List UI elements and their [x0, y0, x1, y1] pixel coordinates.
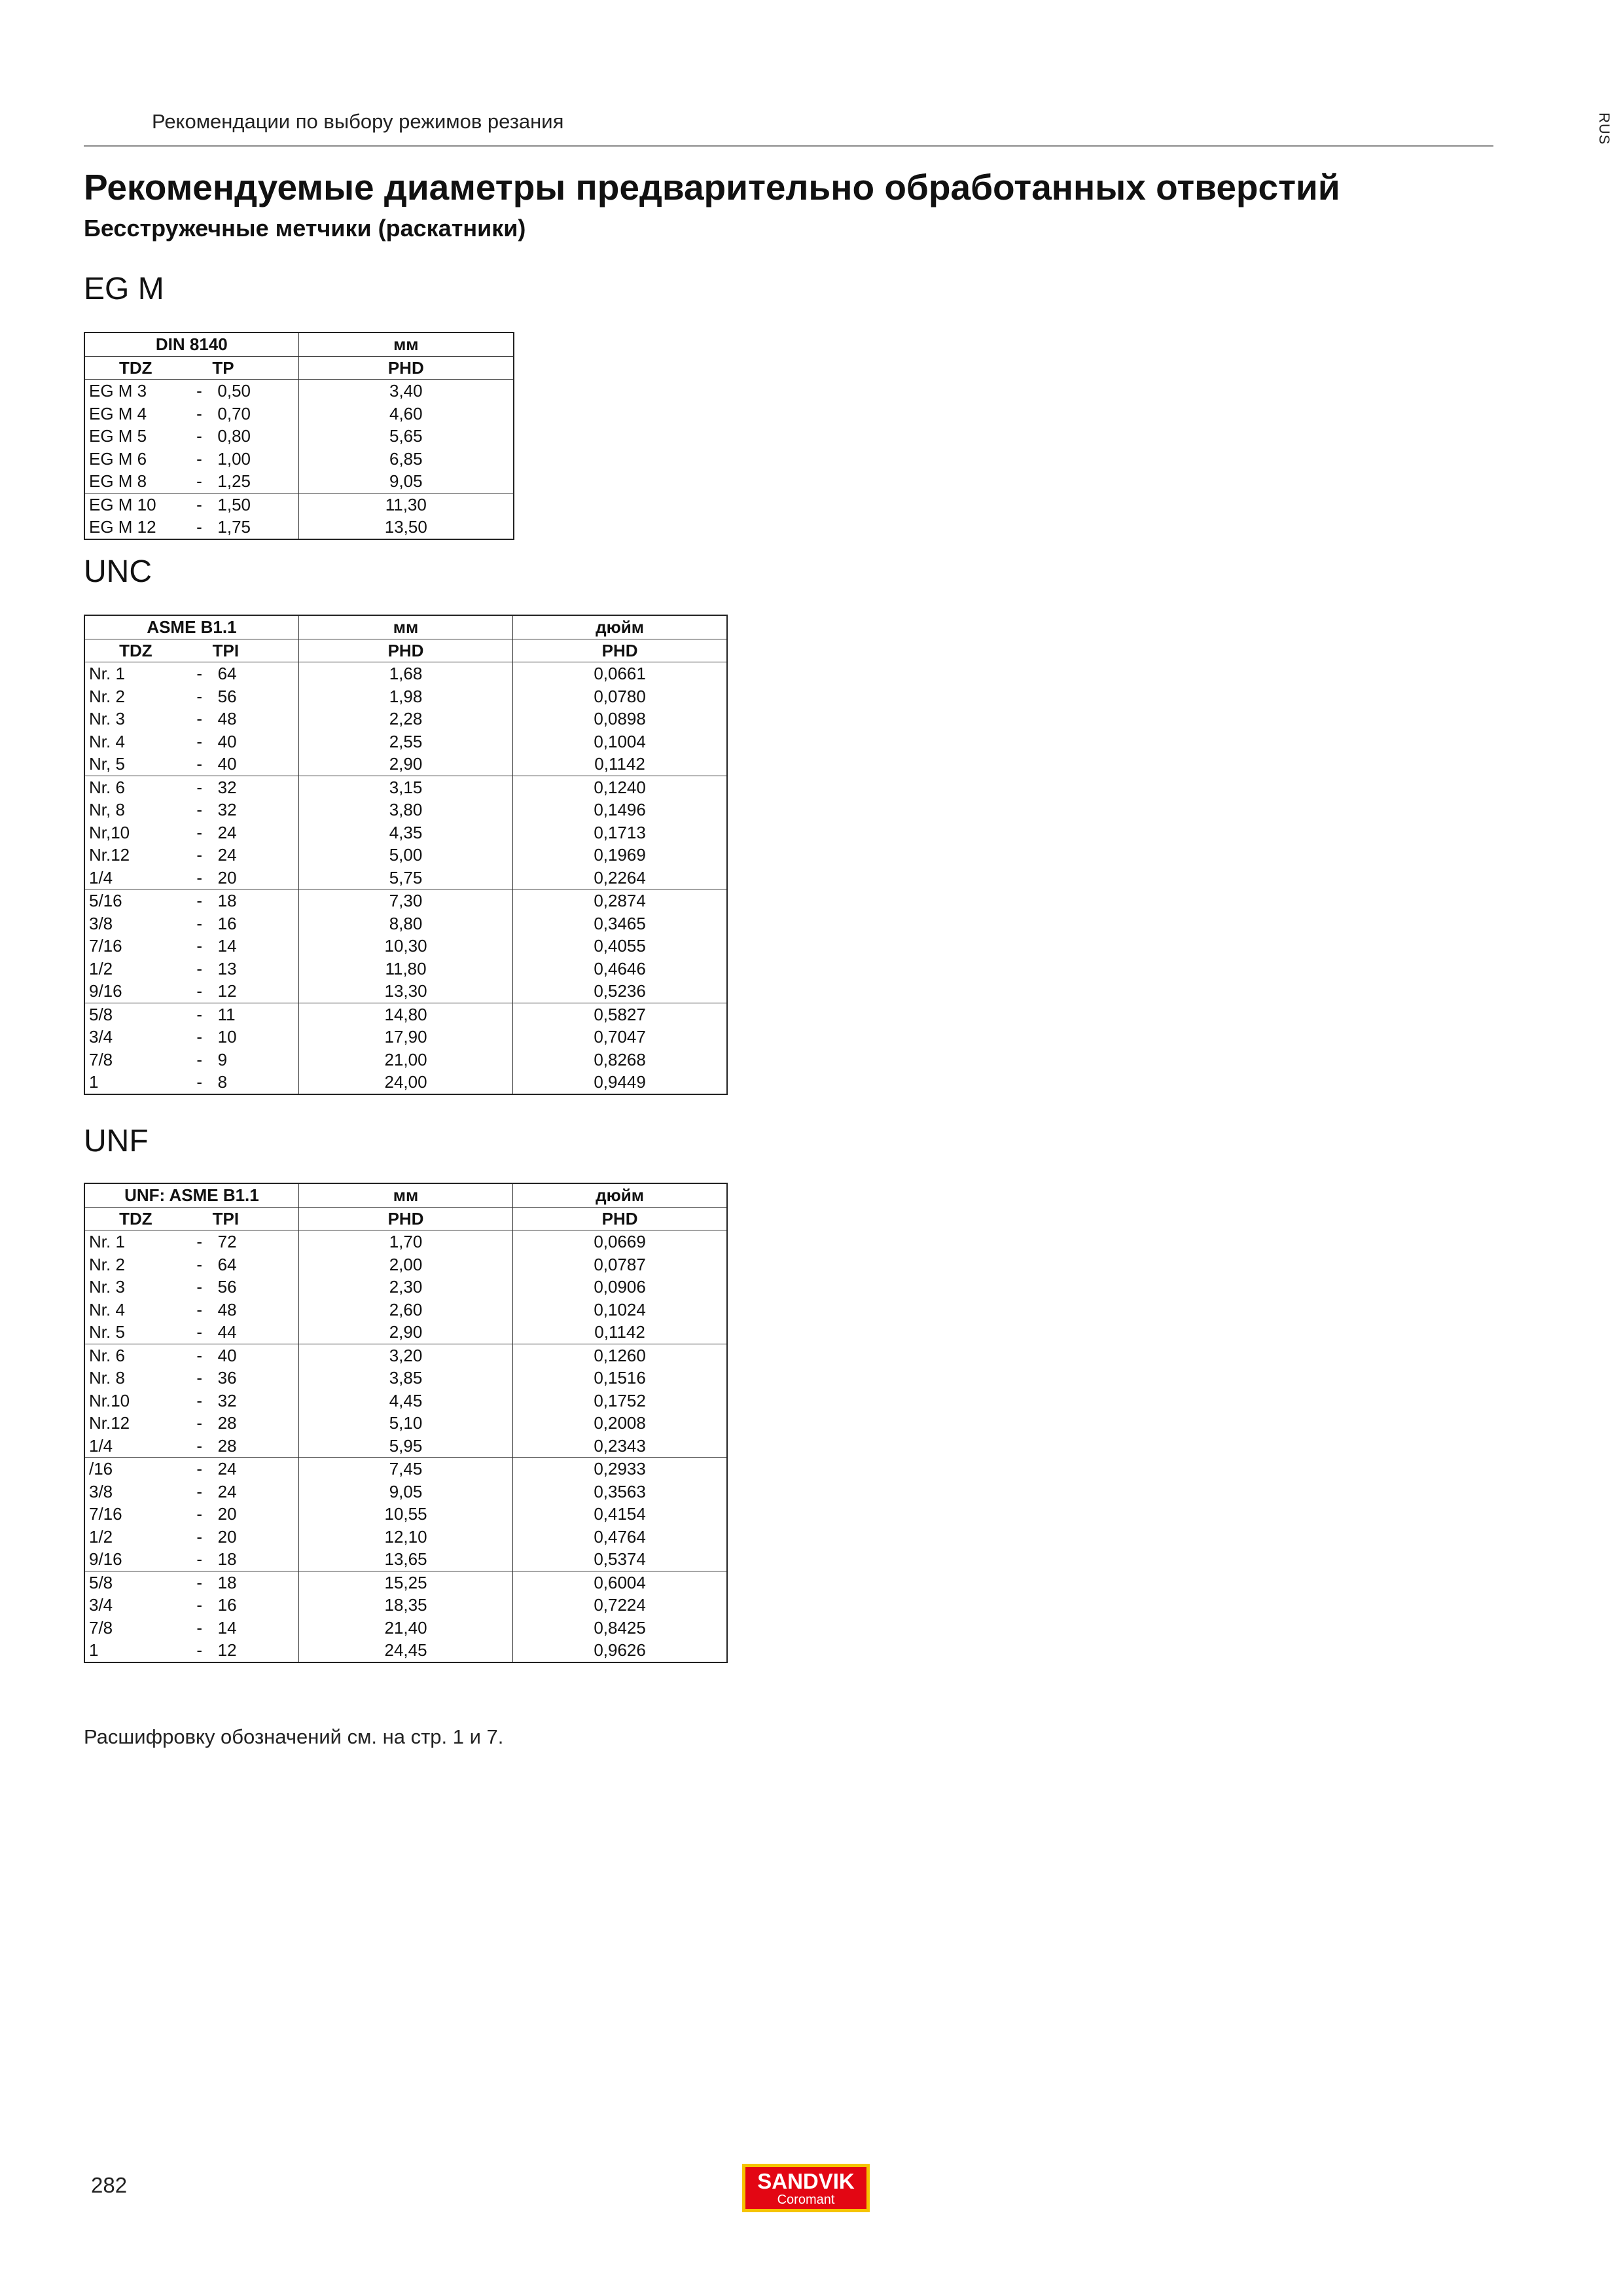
table-row	[84, 403, 514, 425]
svg-text:SANDVIK: SANDVIK	[757, 2169, 855, 2193]
cell-dash: -	[196, 1595, 203, 1615]
cell-dash: -	[196, 1435, 203, 1456]
cell-tp: 1,00	[212, 448, 298, 471]
cell-tdz: Nr. 4	[89, 731, 125, 751]
cell-dash: -	[196, 471, 202, 491]
cell-dash: -	[187, 889, 213, 912]
cell-tpi: 9	[213, 1049, 299, 1071]
table-row	[84, 889, 727, 912]
cell-tdz: EG M 3	[89, 381, 147, 401]
egm-unit-mm-header: мм	[298, 332, 514, 356]
page-title: Рекомендуемые диаметры предварительно обработанных отверстий	[84, 167, 1340, 207]
cell-tdz: Nr. 3	[89, 709, 125, 728]
unc-col-tpi: TPI	[213, 639, 299, 662]
cell-phd-inch: 0,1024	[594, 1299, 646, 1319]
cell-phd-inch: 0,0898	[594, 709, 646, 728]
cell-dash: -	[196, 981, 203, 1001]
cell-tdz: 1	[89, 1072, 99, 1092]
cell-tdz: 1/2	[89, 958, 113, 978]
egm-standard-header: DIN 8140	[84, 332, 298, 356]
cell-tdz: EG M 8	[89, 471, 147, 491]
cell-dash: -	[196, 822, 203, 842]
cell-tdz: 3/4	[89, 1595, 113, 1615]
table-row	[84, 685, 727, 708]
cell-tpi: 20	[213, 1503, 299, 1526]
cell-tdz: 1/2	[89, 1526, 113, 1547]
cell-dash: -	[196, 1027, 203, 1047]
page-number: 282	[91, 2173, 128, 2197]
unf-unit-inch-header: дюйм	[513, 1183, 727, 1207]
cell-phd-inch: 0,1969	[594, 845, 646, 865]
cell-phd-mm: 5,75	[298, 867, 512, 889]
cell-dash: -	[196, 1413, 203, 1433]
unf-col-phd-mm: PHD	[298, 1207, 512, 1230]
cell-phd-inch: 0,8268	[594, 1049, 646, 1069]
table-row	[84, 980, 727, 1003]
cell-phd-inch: 0,1142	[594, 754, 645, 774]
cell-phd-mm: 2,28	[298, 708, 512, 730]
cell-tpi: 32	[213, 1390, 299, 1412]
table-row	[84, 662, 727, 685]
unf-table	[84, 1183, 728, 1663]
cell-tpi: 16	[213, 1594, 299, 1617]
cell-phd-mm: 18,35	[298, 1594, 512, 1617]
cell-dash: -	[187, 493, 213, 516]
cell-phd-inch: 0,1240	[513, 776, 727, 798]
cell-tdz: 1	[89, 1640, 99, 1660]
cell-dash: -	[196, 936, 203, 956]
egm-col-phd: PHD	[298, 356, 514, 380]
cell-tdz: Nr. 3	[89, 1277, 125, 1297]
cell-phd-inch: 0,1004	[594, 731, 646, 751]
cell-dash: -	[187, 1344, 213, 1367]
cell-tdz: 7/16	[89, 936, 122, 956]
footnote: Расшифровку обозначений см. на стр. 1 и 7.	[84, 1725, 504, 1748]
unc-table	[84, 615, 728, 1095]
table-row	[84, 912, 727, 935]
table-row	[84, 1571, 727, 1594]
cell-phd-mm: 9,05	[298, 1480, 512, 1503]
cell-tdz: /16	[84, 1458, 187, 1480]
section-heading-egm: EG M	[84, 272, 164, 306]
cell-phd-inch: 0,4764	[594, 1526, 646, 1547]
cell-phd-inch: 0,0906	[594, 1277, 646, 1297]
cell-dash: -	[196, 1254, 203, 1274]
cell-tpi: 18	[213, 889, 299, 912]
cell-phd-mm: 3,85	[298, 1367, 512, 1390]
cell-phd-inch: 0,8425	[594, 1617, 646, 1638]
cell-phd-mm: 24,45	[298, 1639, 512, 1662]
cell-phd: 6,85	[389, 448, 423, 469]
cell-phd-mm: 5,95	[298, 1435, 512, 1458]
cell-tpi: 24	[213, 821, 299, 844]
unc-standard-header: ASME B1.1	[84, 615, 298, 639]
cell-phd: 3,40	[389, 381, 423, 401]
cell-dash: -	[196, 1504, 203, 1524]
table-row	[84, 448, 514, 471]
cell-phd-mm: 11,80	[298, 958, 512, 980]
table-row	[84, 708, 727, 730]
unf-col-tdz: TDZ	[84, 1207, 187, 1230]
cell-tdz: Nr. 1	[89, 1232, 125, 1251]
cell-phd-inch: 0,2008	[594, 1413, 646, 1433]
cell-dash: -	[196, 845, 203, 865]
egm-col-tdz: TDZ	[84, 356, 187, 380]
table-row	[84, 1321, 727, 1344]
cell-phd-inch: 0,7224	[594, 1595, 646, 1615]
cell-phd-inch: 0,9449	[594, 1072, 646, 1092]
cell-phd-inch: 0,1516	[594, 1368, 646, 1388]
table-row	[84, 753, 727, 776]
cell-dash: -	[196, 664, 203, 683]
cell-dash: -	[196, 1277, 203, 1297]
header-divider	[84, 145, 1493, 147]
cell-tdz: 5/16	[84, 889, 187, 912]
cell-tpi: 13	[213, 958, 299, 980]
cell-dash: -	[196, 517, 202, 537]
cell-phd-mm: 17,90	[298, 1026, 512, 1049]
cell-dash: -	[196, 1072, 203, 1092]
cell-tpi: 48	[213, 708, 299, 730]
cell-tpi: 40	[213, 753, 299, 776]
cell-tpi: 56	[213, 1276, 299, 1299]
cell-tpi: 64	[213, 662, 299, 685]
cell-tdz: EG M 5	[89, 426, 147, 446]
cell-tdz: Nr, 8	[89, 800, 125, 819]
cell-phd-mm: 1,68	[298, 662, 512, 685]
cell-phd-inch: 0,2874	[513, 889, 727, 912]
cell-tpi: 10	[213, 1026, 299, 1049]
cell-phd-mm: 2,90	[298, 753, 512, 776]
table-row	[84, 1253, 727, 1276]
table-row	[84, 1617, 727, 1640]
cell-phd-inch: 0,0669	[594, 1232, 646, 1251]
cell-tdz: Nr. 5	[89, 1322, 125, 1342]
cell-tdz: EG M 10	[84, 493, 187, 516]
table-row	[84, 493, 514, 516]
cell-tpi: 12	[213, 1639, 299, 1662]
cell-tpi: 64	[213, 1253, 299, 1276]
table-row	[84, 1276, 727, 1299]
cell-dash: -	[187, 1571, 213, 1594]
cell-phd-inch: 0,7047	[594, 1027, 646, 1047]
cell-phd-inch: 0,5236	[594, 981, 646, 1001]
table-row	[84, 1435, 727, 1458]
cell-tdz: 7/8	[89, 1617, 113, 1638]
cell-tpi: 16	[213, 912, 299, 935]
cell-dash: -	[196, 1549, 203, 1569]
cell-tpi: 40	[213, 730, 299, 753]
cell-tpi: 20	[213, 867, 299, 889]
table-row	[84, 1367, 727, 1390]
cell-dash: -	[196, 426, 202, 446]
unf-col-tpi: TPI	[213, 1207, 299, 1230]
cell-phd-mm: 3,80	[298, 798, 512, 821]
cell-phd-mm: 15,25	[298, 1571, 512, 1594]
cell-dash: -	[196, 381, 202, 401]
cell-phd-mm: 10,30	[298, 935, 512, 958]
table-row	[84, 730, 727, 753]
table-row	[84, 1344, 727, 1367]
cell-dash: -	[196, 1049, 203, 1069]
cell-tpi: 32	[213, 776, 299, 798]
cell-phd-inch: 0,3563	[594, 1481, 646, 1501]
cell-dash: -	[196, 800, 203, 819]
cell-phd-inch: 0,2933	[513, 1458, 727, 1480]
cell-phd-mm: 13,30	[298, 980, 512, 1003]
svg-text:Coromant: Coromant	[777, 2193, 835, 2207]
table-row	[84, 380, 514, 403]
cell-dash: -	[196, 709, 203, 728]
cell-tpi: 18	[213, 1571, 299, 1594]
cell-tpi: 36	[213, 1367, 299, 1390]
page-subtitle: Бесстружечные метчики (раскатники)	[84, 215, 526, 242]
egm-col-tp: TP	[212, 356, 298, 380]
cell-phd: 9,05	[389, 471, 423, 491]
cell-phd-mm: 2,60	[298, 1299, 512, 1321]
table-row	[84, 1049, 727, 1071]
cell-tpi: 24	[213, 1458, 299, 1480]
cell-phd-mm: 5,00	[298, 844, 512, 867]
cell-dash: -	[187, 776, 213, 798]
unc-unit-mm-header: мм	[298, 615, 512, 639]
table-row	[84, 1548, 727, 1571]
cell-phd-mm: 3,20	[298, 1344, 512, 1367]
cell-tp: 0,50	[212, 380, 298, 403]
cell-tpi: 44	[213, 1321, 299, 1344]
table-row	[84, 1594, 727, 1617]
cell-phd-inch: 0,4055	[594, 936, 646, 956]
cell-tdz: Nr. 2	[89, 686, 125, 706]
cell-phd-mm: 2,90	[298, 1321, 512, 1344]
cell-tp: 1,25	[212, 470, 298, 493]
cell-phd-inch: 0,1713	[594, 822, 646, 842]
cell-phd-mm: 2,00	[298, 1253, 512, 1276]
cell-tdz: 3/8	[89, 913, 113, 933]
cell-dash: -	[196, 1617, 203, 1638]
unf-col-phd-inch: PHD	[513, 1207, 727, 1230]
cell-tdz: 3/4	[89, 1027, 113, 1047]
cell-phd-inch: 0,0787	[594, 1254, 646, 1274]
table-row	[84, 1390, 727, 1412]
cell-tpi: 48	[213, 1299, 299, 1321]
cell-phd-mm: 1,98	[298, 685, 512, 708]
cell-tpi: 11	[213, 1003, 299, 1026]
cell-dash: -	[196, 1232, 203, 1251]
cell-tpi: 8	[213, 1071, 299, 1094]
unc-col-phd-inch: PHD	[513, 639, 727, 662]
cell-tdz: EG M 6	[89, 448, 147, 469]
cell-tp: 1,50	[212, 493, 298, 516]
cell-tpi: 28	[213, 1435, 299, 1458]
language-tag: RUS	[1596, 113, 1613, 145]
table-row	[84, 470, 514, 493]
cell-dash: -	[196, 867, 203, 888]
cell-phd-inch: 0,4154	[594, 1504, 646, 1524]
cell-tdz: Nr. 6	[84, 1344, 187, 1367]
cell-dash: -	[196, 731, 203, 751]
table-row	[84, 516, 514, 539]
cell-dash: -	[196, 913, 203, 933]
cell-phd-mm: 1,70	[298, 1230, 512, 1253]
cell-tdz: 1/4	[89, 1435, 113, 1456]
cell-dash: -	[196, 1322, 203, 1342]
egm-table	[84, 332, 514, 540]
cell-phd-mm: 24,00	[298, 1071, 512, 1094]
cell-tdz: 5/8	[84, 1003, 187, 1026]
section-heading-unf: UNF	[84, 1124, 149, 1158]
cell-phd-mm: 13,65	[298, 1548, 512, 1571]
cell-phd-inch: 0,2264	[594, 867, 646, 888]
table-row	[84, 1503, 727, 1526]
cell-phd-mm: 14,80	[298, 1003, 512, 1026]
cell-dash: -	[196, 754, 203, 774]
cell-phd: 5,65	[389, 426, 423, 446]
cell-dash: -	[187, 1003, 213, 1026]
cell-tpi: 24	[213, 1480, 299, 1503]
cell-tdz: Nr. 1	[89, 664, 125, 683]
table-row	[84, 844, 727, 867]
table-row	[84, 425, 514, 448]
cell-tp: 0,80	[212, 425, 298, 448]
cell-phd-mm: 12,10	[298, 1526, 512, 1549]
cell-dash: -	[196, 1640, 203, 1660]
table-row	[84, 867, 727, 889]
cell-phd-mm: 21,40	[298, 1617, 512, 1640]
cell-tdz: EG M 4	[89, 403, 147, 423]
cell-phd: 13,50	[384, 517, 427, 537]
cell-dash: -	[196, 1390, 203, 1410]
table-row	[84, 958, 727, 980]
cell-tdz: Nr. 4	[89, 1299, 125, 1319]
cell-phd-inch: 0,4646	[594, 958, 646, 978]
table-row	[84, 1458, 727, 1480]
cell-tdz: Nr. 8	[89, 1368, 125, 1388]
cell-phd-inch: 0,1496	[594, 800, 646, 819]
cell-tpi: 24	[213, 844, 299, 867]
cell-tdz: Nr,10	[89, 822, 130, 842]
table-row	[84, 1071, 727, 1094]
cell-phd-mm: 4,35	[298, 821, 512, 844]
cell-tdz: Nr.12	[89, 1413, 130, 1433]
running-header: Рекомендации по выбору режимов резания	[152, 110, 564, 133]
cell-tpi: 32	[213, 798, 299, 821]
cell-phd-mm: 21,00	[298, 1049, 512, 1071]
table-row	[84, 798, 727, 821]
cell-phd-inch: 0,0780	[594, 686, 646, 706]
cell-dash: -	[196, 1368, 203, 1388]
cell-phd-mm: 8,80	[298, 912, 512, 935]
cell-tpi: 28	[213, 1412, 299, 1435]
table-row	[84, 1526, 727, 1549]
cell-dash: -	[196, 958, 203, 978]
cell-phd-inch: 0,1260	[513, 1344, 727, 1367]
unf-standard-header: UNF: ASME B1.1	[84, 1183, 298, 1207]
cell-tdz: Nr. 2	[89, 1254, 125, 1274]
unc-col-tdz: TDZ	[84, 639, 187, 662]
cell-tdz: Nr, 5	[89, 754, 125, 774]
table-row	[84, 1026, 727, 1049]
cell-dash: -	[196, 1481, 203, 1501]
cell-phd-inch: 0,1142	[594, 1322, 645, 1342]
cell-dash: -	[196, 448, 202, 469]
table-row	[84, 935, 727, 958]
cell-dash: -	[196, 1299, 203, 1319]
cell-phd-inch: 0,0661	[594, 664, 646, 683]
cell-tdz: 9/16	[89, 1549, 122, 1569]
cell-phd-inch: 0,3465	[594, 913, 646, 933]
cell-phd-inch: 0,5374	[594, 1549, 646, 1569]
cell-tpi: 72	[213, 1230, 299, 1253]
cell-dash: -	[196, 1526, 203, 1547]
cell-tdz: 5/8	[84, 1571, 187, 1594]
cell-phd-inch: 0,9626	[594, 1640, 646, 1660]
cell-dash: -	[196, 403, 202, 423]
cell-phd-inch: 0,2343	[594, 1435, 646, 1456]
cell-tpi: 40	[213, 1344, 299, 1367]
table-row	[84, 1003, 727, 1026]
cell-dash: -	[187, 1458, 213, 1480]
cell-tdz: Nr.12	[89, 845, 130, 865]
cell-tdz: 7/16	[89, 1504, 122, 1524]
table-row	[84, 1299, 727, 1321]
table-row	[84, 1412, 727, 1435]
cell-tdz: EG M 12	[89, 517, 156, 537]
cell-tpi: 20	[213, 1526, 299, 1549]
cell-phd: 11,30	[298, 493, 514, 516]
cell-phd-mm: 2,55	[298, 730, 512, 753]
cell-phd-mm: 3,15	[298, 776, 512, 798]
cell-phd-mm: 4,45	[298, 1390, 512, 1412]
cell-tdz: Nr. 6	[84, 776, 187, 798]
cell-phd-inch: 0,5827	[513, 1003, 727, 1026]
cell-tpi: 14	[213, 1617, 299, 1640]
cell-phd-mm: 10,55	[298, 1503, 512, 1526]
cell-tpi: 12	[213, 980, 299, 1003]
cell-phd-mm: 2,30	[298, 1276, 512, 1299]
section-heading-unc: UNC	[84, 554, 152, 589]
cell-tp: 1,75	[212, 516, 298, 539]
cell-tpi: 14	[213, 935, 299, 958]
table-row	[84, 1639, 727, 1662]
table-row	[84, 1230, 727, 1253]
cell-phd-mm: 7,30	[298, 889, 512, 912]
cell-tpi: 56	[213, 685, 299, 708]
unc-col-phd-mm: PHD	[298, 639, 512, 662]
cell-tdz: 7/8	[89, 1049, 113, 1069]
sandvik-coromant-logo	[742, 2164, 870, 2212]
table-row	[84, 821, 727, 844]
cell-tdz: 3/8	[89, 1481, 113, 1501]
unf-unit-mm-header: мм	[298, 1183, 512, 1207]
cell-tp: 0,70	[212, 403, 298, 425]
cell-phd-inch: 0,1752	[594, 1390, 646, 1410]
table-row	[84, 1480, 727, 1503]
cell-tdz: 9/16	[89, 981, 122, 1001]
cell-phd-mm: 5,10	[298, 1412, 512, 1435]
cell-tdz: 1/4	[89, 867, 113, 888]
cell-tpi: 18	[213, 1548, 299, 1571]
cell-phd: 4,60	[389, 403, 423, 423]
table-row	[84, 776, 727, 798]
cell-phd-inch: 0,6004	[513, 1571, 727, 1594]
cell-phd-mm: 7,45	[298, 1458, 512, 1480]
cell-dash: -	[196, 686, 203, 706]
unc-unit-inch-header: дюйм	[513, 615, 727, 639]
cell-tdz: Nr.10	[89, 1390, 130, 1410]
